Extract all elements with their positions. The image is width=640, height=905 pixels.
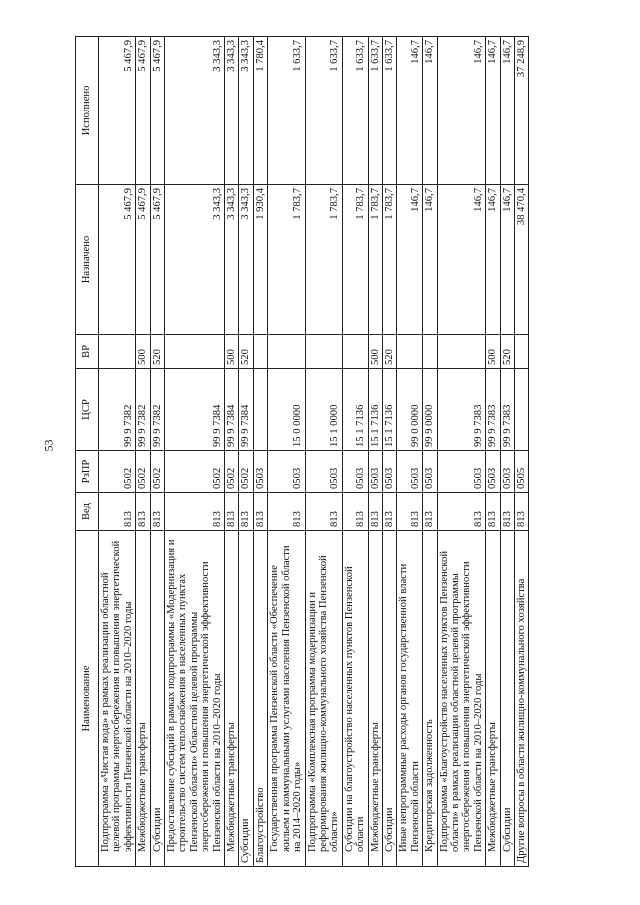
cell-ved: 813 [423,493,437,531]
cell-csr: 99 9 7382 [136,369,150,451]
cell-name: Другие вопросы в области жилищно-коммунального хозяйства [515,531,529,867]
table-row [382,37,396,867]
table-header-row [76,37,99,867]
cell-naznacheno: 146,7 [486,185,500,335]
cell-name: Межбюджетные трансферты [368,531,382,867]
cell-vr [423,335,437,369]
cell-vr: 520 [239,335,253,369]
cell-name: Кредиторская задолженность [423,531,437,867]
cell-name: Субсидии на благоустройство населенных пунктов Пензенской области [342,531,368,867]
cell-vr: 520 [382,335,396,369]
cell-rzpr: 0503 [342,451,368,493]
cell-name: Субсидии [150,531,164,867]
cell-ved: 813 [225,493,239,531]
cell-ved: 813 [305,493,342,531]
budget-table [75,36,529,867]
cell-ved: 813 [253,493,267,531]
table-row [268,37,305,867]
cell-rzpr: 0505 [515,451,529,493]
cell-csr: 15 1 0000 [305,369,342,451]
cell-vr: 520 [500,335,514,369]
cell-ispolneno: 146,7 [437,37,486,185]
cell-ved: 813 [397,493,423,531]
cell-vr [305,335,342,369]
cell-ved: 813 [342,493,368,531]
table-row [239,37,253,867]
header-vr: ВР [76,335,99,369]
table-row [165,37,225,867]
cell-csr: 99 9 0000 [423,369,437,451]
table-row [305,37,342,867]
cell-ispolneno: 1 633,7 [342,37,368,185]
cell-csr: 99 9 7383 [500,369,514,451]
cell-rzpr: 0503 [397,451,423,493]
cell-name: Благоустройство [253,531,267,867]
cell-csr: 15 1 7136 [368,369,382,451]
cell-naznacheno: 3 343,3 [239,185,253,335]
cell-rzpr: 0502 [99,451,136,493]
cell-name: Подпрограмма «Комплексная программа модернизации и реформирования жилищно-коммунального хозяйства Пензенской области» [305,531,342,867]
cell-name: Межбюджетные трансферты [136,531,150,867]
cell-ispolneno: 3 343,3 [239,37,253,185]
cell-vr [515,335,529,369]
table-row [437,37,486,867]
cell-name: Субсидии [239,531,253,867]
cell-ispolneno: 1 633,7 [382,37,396,185]
table-row [397,37,423,867]
header-csr: ЦСР [76,369,99,451]
cell-rzpr: 0502 [225,451,239,493]
cell-vr [397,335,423,369]
cell-naznacheno: 3 343,3 [225,185,239,335]
header-ved: Вед [76,493,99,531]
cell-ved: 813 [268,493,305,531]
cell-ved: 813 [239,493,253,531]
cell-ispolneno: 1 780,4 [253,37,267,185]
cell-ved: 813 [486,493,500,531]
cell-naznacheno: 1 783,7 [368,185,382,335]
cell-ved: 813 [136,493,150,531]
cell-vr: 500 [136,335,150,369]
table-container [75,37,640,863]
page-number: 53 [41,439,56,452]
cell-rzpr: 0503 [500,451,514,493]
cell-csr: 99 9 7384 [225,369,239,451]
header-naznacheno: Назначено [76,185,99,335]
cell-rzpr: 0502 [150,451,164,493]
cell-vr: 500 [368,335,382,369]
cell-ispolneno: 5 467,9 [150,37,164,185]
cell-naznacheno: 1 783,7 [382,185,396,335]
cell-name: Иные непрограммные расходы органов государственной власти Пензенской области [397,531,423,867]
cell-rzpr: 0502 [239,451,253,493]
cell-ved: 813 [165,493,225,531]
cell-csr: 99 9 7382 [150,369,164,451]
cell-vr [437,335,486,369]
cell-csr: 15 1 7136 [382,369,396,451]
cell-naznacheno: 5 467,9 [150,185,164,335]
header-rzpr: РзПР [76,451,99,493]
cell-vr: 500 [225,335,239,369]
cell-rzpr: 0503 [486,451,500,493]
cell-ispolneno: 1 633,7 [368,37,382,185]
header-ispolneno: Исполнено [76,37,99,185]
cell-ved: 813 [382,493,396,531]
cell-csr: 99 9 7383 [486,369,500,451]
cell-rzpr: 0503 [368,451,382,493]
cell-rzpr: 0502 [136,451,150,493]
cell-csr [515,369,529,451]
cell-naznacheno: 146,7 [423,185,437,335]
cell-rzpr: 0503 [437,451,486,493]
cell-vr [268,335,305,369]
table-row [515,37,529,867]
cell-name: Субсидии [382,531,396,867]
cell-rzpr: 0503 [382,451,396,493]
cell-naznacheno: 38 470,4 [515,185,529,335]
cell-name: Подпрограмма «Благоустройство населенных пунктов Пензенской области» в рамках реализации областной целевой программы энергосбережения и повышения энергетической эффективности Пензенской области на 2010–2020 годы [437,531,486,867]
cell-ispolneno: 5 467,9 [136,37,150,185]
table-row [253,37,267,867]
table-row [342,37,368,867]
cell-csr: 15 1 7136 [342,369,368,451]
cell-naznacheno: 5 467,9 [99,185,136,335]
cell-ved: 813 [99,493,136,531]
cell-vr [253,335,267,369]
cell-rzpr: 0503 [253,451,267,493]
cell-vr: 500 [486,335,500,369]
table-row [423,37,437,867]
cell-ispolneno: 3 343,3 [165,37,225,185]
cell-vr [99,335,136,369]
cell-csr: 99 9 7384 [239,369,253,451]
cell-name: Межбюджетные трансферты [486,531,500,867]
table-body [99,37,529,867]
cell-vr: 520 [150,335,164,369]
cell-csr: 99 9 7384 [165,369,225,451]
table-row [136,37,150,867]
cell-ispolneno: 146,7 [423,37,437,185]
cell-naznacheno: 146,7 [500,185,514,335]
cell-csr: 99 9 7383 [437,369,486,451]
cell-ispolneno: 1 633,7 [268,37,305,185]
table-row [99,37,136,867]
cell-ved: 813 [150,493,164,531]
cell-vr [342,335,368,369]
cell-name: Подпрограмма «Чистая вода» в рамках реализации областной целевой программы энергосбережения и повышения энергетической эффективности Пензенской области на 2010–2020 годы [99,531,136,867]
cell-naznacheno: 146,7 [437,185,486,335]
cell-ved: 813 [500,493,514,531]
cell-naznacheno: 3 343,3 [165,185,225,335]
table-row [500,37,514,867]
cell-name: Предоставление субсидий в рамках подпрограммы «Модернизация и строительство систем теплоснабжения в населенных пунктах Пензенской области» Областной целевой программы энергосбережения и повышения энергетической эффективности Пензенской области на 2010–2020 годы [165,531,225,867]
cell-ved: 813 [437,493,486,531]
cell-name: Субсидии [500,531,514,867]
cell-ved: 813 [368,493,382,531]
cell-naznacheno: 5 467,9 [136,185,150,335]
table-row [150,37,164,867]
table-row [368,37,382,867]
cell-ispolneno: 146,7 [486,37,500,185]
cell-ispolneno: 146,7 [500,37,514,185]
header-name: Наименование [76,531,99,867]
cell-rzpr: 0503 [423,451,437,493]
cell-name: Межбюджетные трансферты [225,531,239,867]
cell-naznacheno: 146,7 [397,185,423,335]
cell-naznacheno: 1 930,4 [253,185,267,335]
rotated-table [75,37,612,867]
cell-csr: 15 0 0000 [268,369,305,451]
cell-ispolneno: 1 633,7 [305,37,342,185]
cell-csr: 99 0 0000 [397,369,423,451]
cell-csr: 99 9 7382 [99,369,136,451]
cell-csr [253,369,267,451]
cell-name: Государственная программа Пензенской области «Обеспечение жильем и коммунальными услугами населения Пензенской области на 2014–2020 годы» [268,531,305,867]
cell-rzpr: 0503 [305,451,342,493]
table-row [225,37,239,867]
cell-naznacheno: 1 783,7 [342,185,368,335]
cell-rzpr: 0502 [165,451,225,493]
cell-rzpr: 0503 [268,451,305,493]
cell-naznacheno: 1 783,7 [268,185,305,335]
cell-naznacheno: 1 783,7 [305,185,342,335]
cell-ispolneno: 146,7 [397,37,423,185]
cell-ispolneno: 37 248,9 [515,37,529,185]
table-row [486,37,500,867]
cell-ispolneno: 5 467,9 [99,37,136,185]
cell-ispolneno: 3 343,3 [225,37,239,185]
cell-ved: 813 [515,493,529,531]
cell-vr [165,335,225,369]
